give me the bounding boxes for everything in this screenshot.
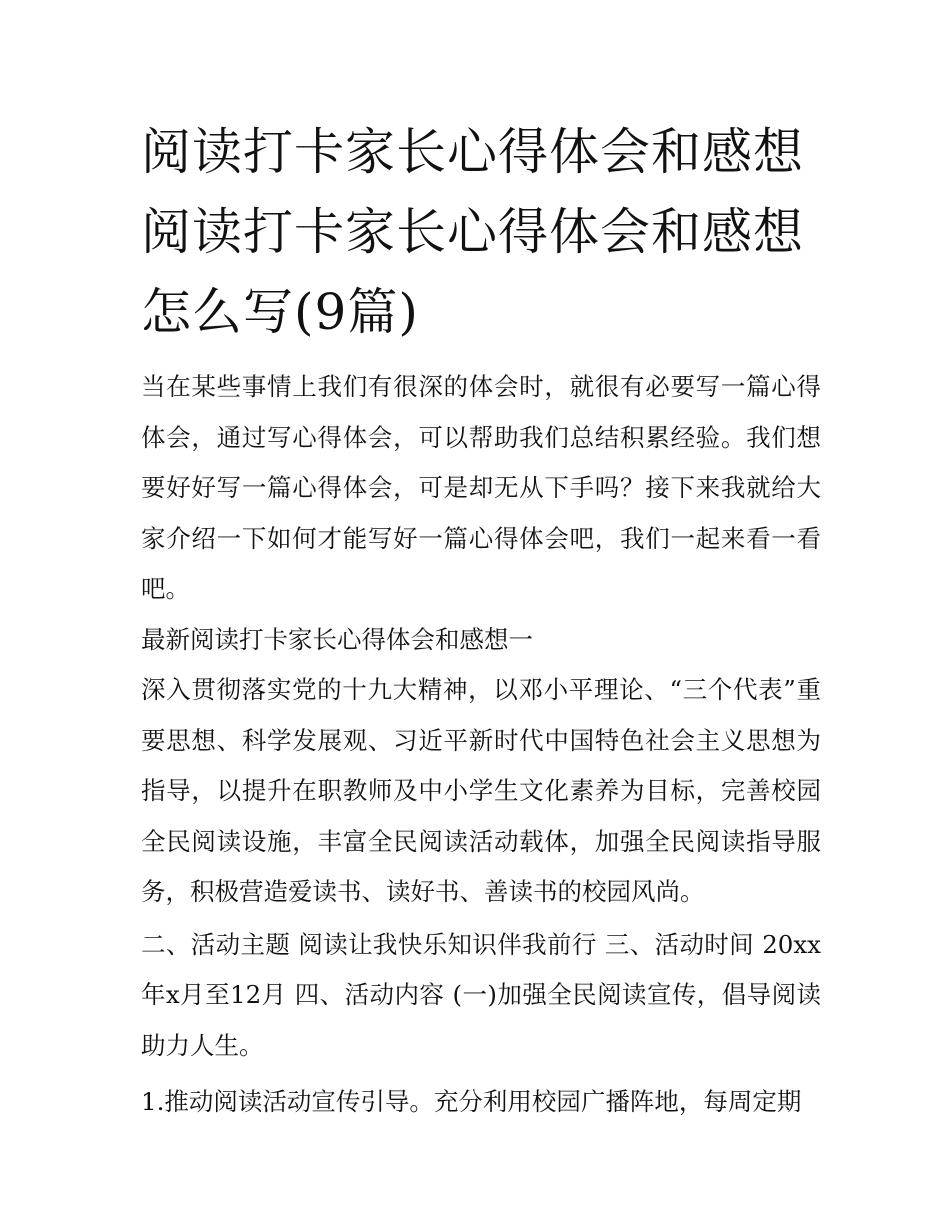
body-paragraph: 二、活动主题 阅读让我快乐知识伴我前行 三、活动时间 20xx年x月至12月 四、活动内容 (一)加强全民阅读宣传，倡导阅读助力人生。 bbox=[141, 929, 821, 1060]
body-paragraph: 深入贯彻落实党的十九大精神，以邓小平理论、“三个代表”重要思想、科学发展观、习近平新时代中国特色社会主义思想为指导，以提升在职教师及中小学生文化素养为目标，完善校园全民阅读设施，丰富全民阅读活动载体，加强全民阅读指导服务，积极营造爱读书、读好书、善读书的校园风尚。 bbox=[141, 675, 821, 906]
document-body bbox=[141, 112, 821, 1128]
document-title: 阅读打卡家长心得体会和感想阅读打卡家长心得体会和感想怎么写(9篇) bbox=[141, 123, 804, 341]
intro-paragraph: 当在某些事情上我们有很深的体会时，就很有必要写一篇心得体会，通过写心得体会，可以帮助我们总结积累经验。我们想要好好写一篇心得体会，可是却无从下手吗？接下来我就给大家介绍一下如何才能写好一篇心得体会吧，我们一起来看一看吧。 bbox=[141, 372, 821, 603]
body-paragraph: 1.推动阅读活动宣传引导。充分利用校园广播阵地，每周定期 bbox=[141, 1087, 802, 1116]
section-heading: 最新阅读打卡家长心得体会和感想一 bbox=[141, 624, 533, 654]
